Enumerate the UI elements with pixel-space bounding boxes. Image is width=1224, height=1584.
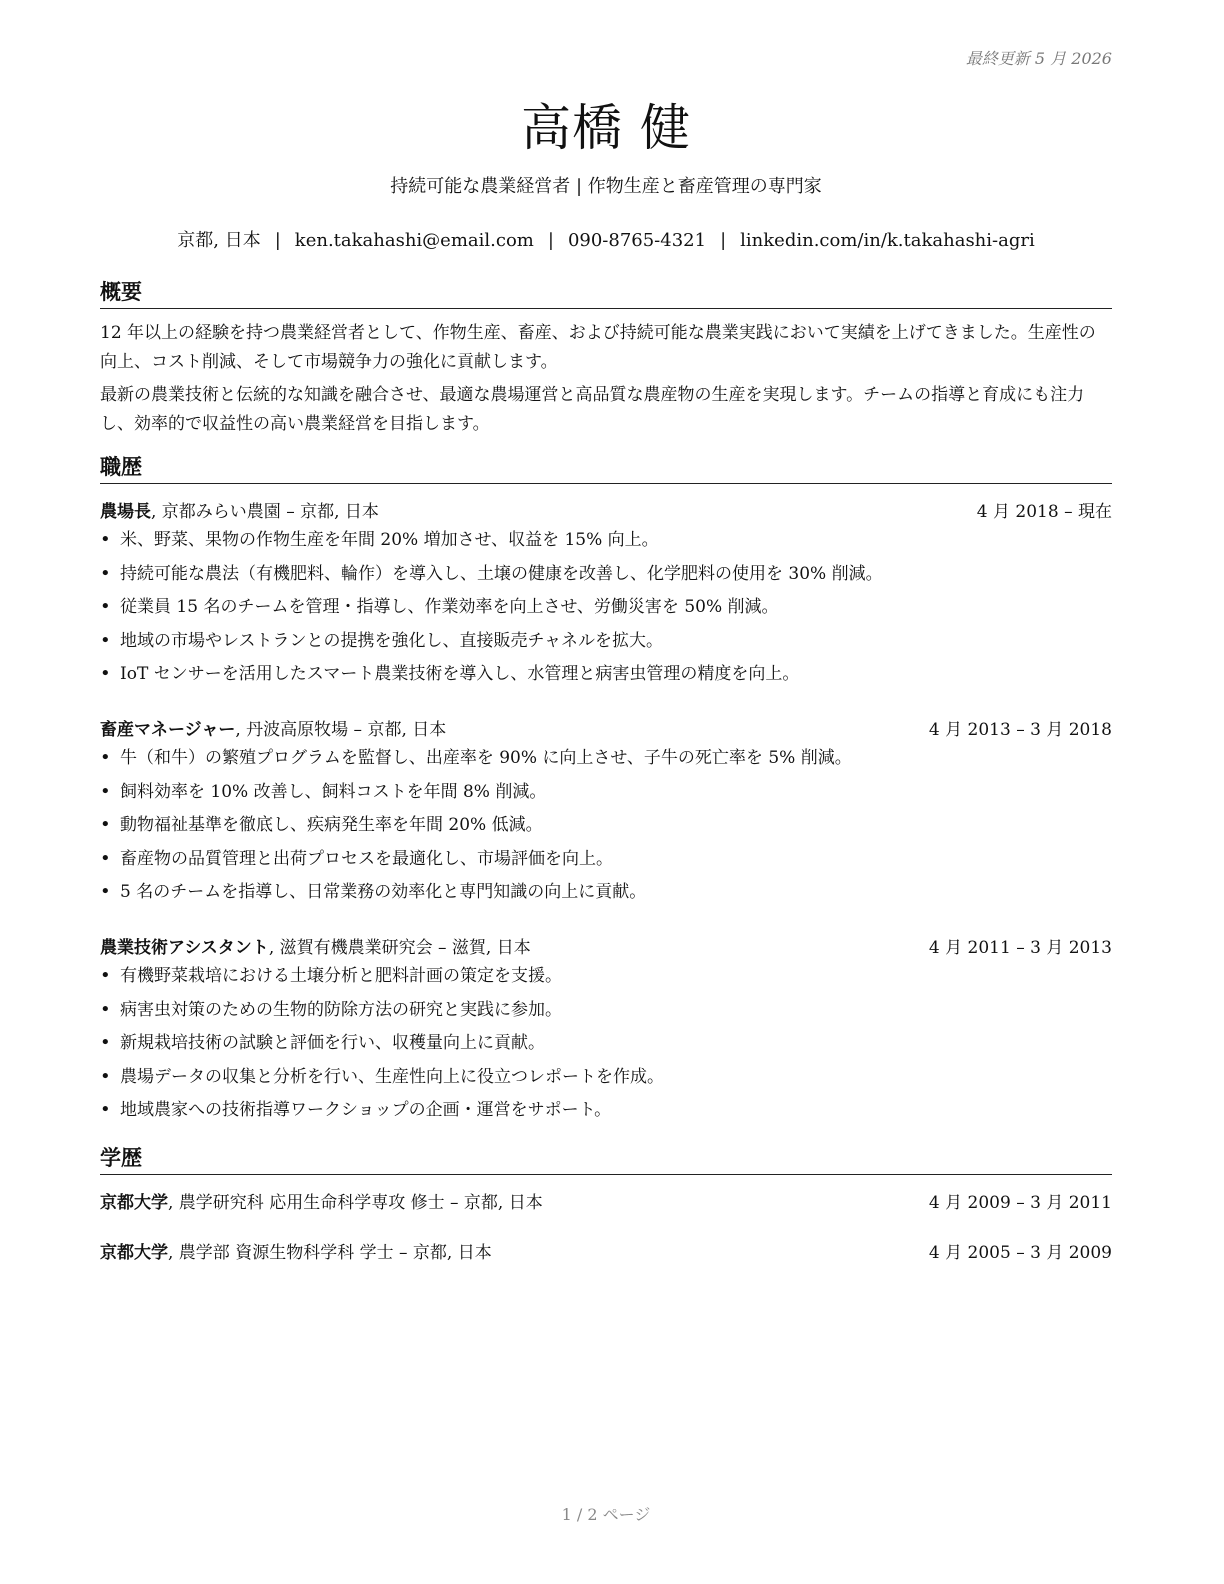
contact-linkedin[interactable]: linkedin.com/in/k.takahashi-agri [740, 230, 1035, 251]
job-bullets [100, 962, 1112, 1130]
job-role: 農場長 [100, 502, 151, 522]
bullet-item: • 新規栽培技術の試験と評価を行い、収穫量向上に貢献。 [100, 1029, 1112, 1063]
summary-paragraph: 12 年以上の経験を持つ農業経営者として、作物生産、畜産、および持続可能な農業実践において実績を上げてきました。生産性の向上、コスト削減、そして市場競争力の強化に貢献します。 [100, 323, 1096, 372]
job-org: , 京都みらい農園 – 京都, 日本 [151, 502, 379, 522]
bullet-item: • 5 名のチームを指導し、日常業務の効率化と専門知識の向上に貢献。 [100, 878, 1112, 912]
contact-email[interactable]: ken.takahashi@email.com [294, 230, 534, 251]
education-entry [100, 1238, 1112, 1263]
person-name: 高橋 健 [521, 99, 691, 157]
summary-paragraph: 最新の農業技術と伝統的な知識を融合させ、最適な農場運営と高品質な農産物の生産を実現します。チームの指導と育成にも注力し、効率的で収益性の高い農業経営を目指します。 [100, 385, 1085, 434]
resume-page [100, 0, 1112, 1584]
section-title-summary: 概要 [100, 276, 1112, 309]
last-updated: 最終更新 5 月 2026 [965, 49, 1112, 68]
job-org: , 滋賀有機農業研究会 – 滋賀, 日本 [268, 938, 531, 958]
bullet-item: • 畜産物の品質管理と出荷プロセスを最適化し、市場評価を向上。 [100, 845, 1112, 879]
bullet-item: • 米、野菜、果物の作物生産を年間 20% 増加させ、収益を 15% 向上。 [100, 526, 1112, 560]
bullet-item: • 農場データの収集と分析を行い、生産性向上に役立つレポートを作成。 [100, 1063, 1112, 1097]
job-bullets [100, 744, 1112, 912]
tagline: 持続可能な農業経営者 | 作物生産と畜産管理の専門家 [390, 176, 822, 197]
education-dates: 4 月 2005 – 3 月 2009 [928, 1243, 1112, 1263]
section-title-education: 学歴 [100, 1142, 1112, 1175]
bullet-item: • 牛（和牛）の繁殖プログラムを監督し、出産率を 90% に向上させ、子牛の死亡率を 5% 削減。 [100, 744, 1112, 778]
contact-line [100, 226, 1112, 252]
job-header [100, 933, 1112, 958]
education-school: 京都大学 [100, 1243, 168, 1263]
job-role: 畜産マネージャー [100, 720, 236, 740]
contact-separator: | [547, 230, 554, 251]
bullet-item: • 病害虫対策のための生物的防除方法の研究と実践に参加。 [100, 996, 1112, 1030]
job-dates: 4 月 2018 – 現在 [976, 502, 1112, 522]
job-dates: 4 月 2013 – 3 月 2018 [928, 720, 1112, 740]
job-header [100, 715, 1112, 740]
job-header [100, 497, 1112, 522]
bullet-item: • IoT センサーを活用したスマート農業技術を導入し、水管理と病害虫管理の精度を向上。 [100, 660, 1112, 694]
bullet-item: • 持続可能な農法（有機肥料、輪作）を導入し、土壌の健康を改善し、化学肥料の使用を 30% 削減。 [100, 560, 1112, 594]
section-title-experience: 職歴 [100, 451, 1112, 484]
contact-separator: | [720, 230, 727, 251]
bullet-item: • 従業員 15 名のチームを管理・指導し、作業効率を向上させ、労働災害を 50% 削減。 [100, 593, 1112, 627]
education-dates: 4 月 2009 – 3 月 2011 [928, 1193, 1112, 1213]
contact-location: 京都, 日本 [177, 230, 261, 251]
job-role: 農業技術アシスタント [100, 938, 269, 958]
job-bullets [100, 526, 1112, 694]
education-school: 京都大学 [100, 1193, 168, 1213]
job-org: , 丹波高原牧場 – 京都, 日本 [235, 720, 447, 740]
contact-phone[interactable]: 090-8765-4321 [567, 230, 707, 251]
page-number: 1 / 2 ページ [561, 1505, 651, 1524]
education-entry [100, 1188, 1112, 1213]
job-dates: 4 月 2011 – 3 月 2013 [928, 938, 1112, 958]
bullet-item: • 飼料効率を 10% 改善し、飼料コストを年間 8% 削減。 [100, 778, 1112, 812]
education-detail: , 農学部 資源生物科学科 学士 – 京都, 日本 [168, 1243, 492, 1263]
bullet-item: • 動物福祉基準を徹底し、疾病発生率を年間 20% 低減。 [100, 811, 1112, 845]
contact-separator: | [274, 230, 281, 251]
bullet-item: • 地域の市場やレストランとの提携を強化し、直接販売チャネルを拡大。 [100, 627, 1112, 661]
education-detail: , 農学研究科 応用生命科学専攻 修士 – 京都, 日本 [168, 1193, 543, 1213]
bullet-item: • 地域農家への技術指導ワークショップの企画・運営をサポート。 [100, 1096, 1112, 1130]
bullet-item: • 有機野菜栽培における土壌分析と肥料計画の策定を支援。 [100, 962, 1112, 996]
